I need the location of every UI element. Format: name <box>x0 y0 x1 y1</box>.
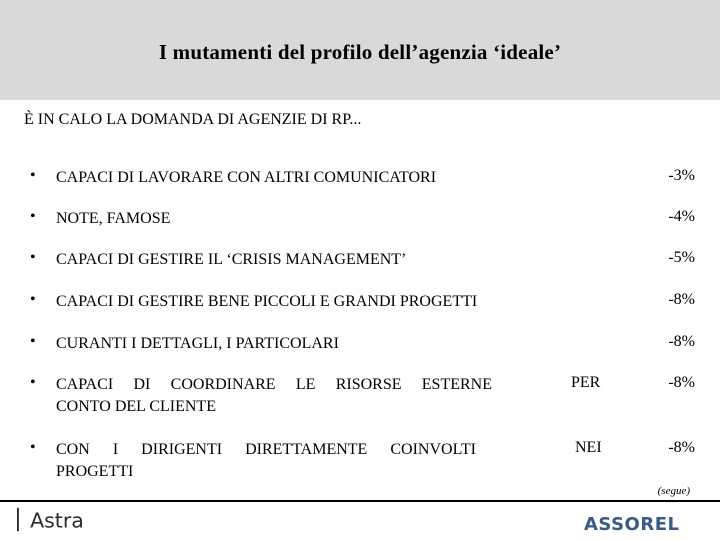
item-text-line: CON I DIRIGENTI DIRETTAMENTE COINVOLTI <box>56 441 476 458</box>
item-percentage: -8% <box>668 333 695 350</box>
item-percentage: -4% <box>668 208 695 225</box>
item-text-continuation: PER <box>571 374 601 391</box>
assorel-logo-text: ASSOREL <box>584 514 680 535</box>
item-text-continuation: NEI <box>575 439 602 456</box>
item-percentage: -3% <box>668 167 695 184</box>
item-text-line: CAPACI DI GESTIRE IL ‘CRISIS MANAGEMENT’ <box>56 251 407 268</box>
item-text-line: CONTO DEL CLIENTE <box>56 398 216 415</box>
footer-divider <box>0 500 720 502</box>
item-percentage: -8% <box>668 439 695 456</box>
bullet-icon: • <box>30 249 36 266</box>
item-text-line: CAPACI DI COORDINARE LE RISORSE ESTERNE <box>56 376 492 393</box>
bullet-icon: • <box>30 167 36 184</box>
bullet-icon: • <box>30 208 36 225</box>
astra-logo <box>14 505 104 533</box>
item-percentage: -5% <box>668 249 695 266</box>
item-text <box>56 333 339 355</box>
item-text-line: NOTE, FAMOSE <box>56 210 171 227</box>
item-text-line: CURANTI I DETTAGLI, I PARTICOLARI <box>56 335 339 352</box>
item-text <box>56 208 170 230</box>
astra-logo-text: Astra <box>30 508 84 533</box>
item-percentage: -8% <box>668 291 695 308</box>
item-text-line: CAPACI DI LAVORARE CON ALTRI COMUNICATORI <box>56 169 437 186</box>
bullet-icon: • <box>30 374 36 391</box>
item-text-line: CAPACI DI GESTIRE BENE PICCOLI E GRANDI PROGETTI <box>56 293 478 310</box>
section-subtitle: È IN CALO LA DOMANDA DI AGENZIE DI RP... <box>24 111 362 128</box>
continued-note: (segue) <box>657 485 690 497</box>
page-title: I mutamenti del profilo dell’agenzia ‘ideale’ <box>158 40 562 64</box>
item-text <box>56 167 436 189</box>
item-percentage: -8% <box>668 374 695 391</box>
assorel-logo <box>584 510 696 536</box>
item-text-line: PROGETTI <box>56 463 134 480</box>
bullet-icon: • <box>30 439 36 456</box>
item-text <box>56 249 406 271</box>
item-text <box>56 291 477 313</box>
bullet-icon: • <box>30 333 36 350</box>
bullet-icon: • <box>30 291 36 308</box>
item-text <box>56 374 492 418</box>
item-text <box>56 439 476 483</box>
